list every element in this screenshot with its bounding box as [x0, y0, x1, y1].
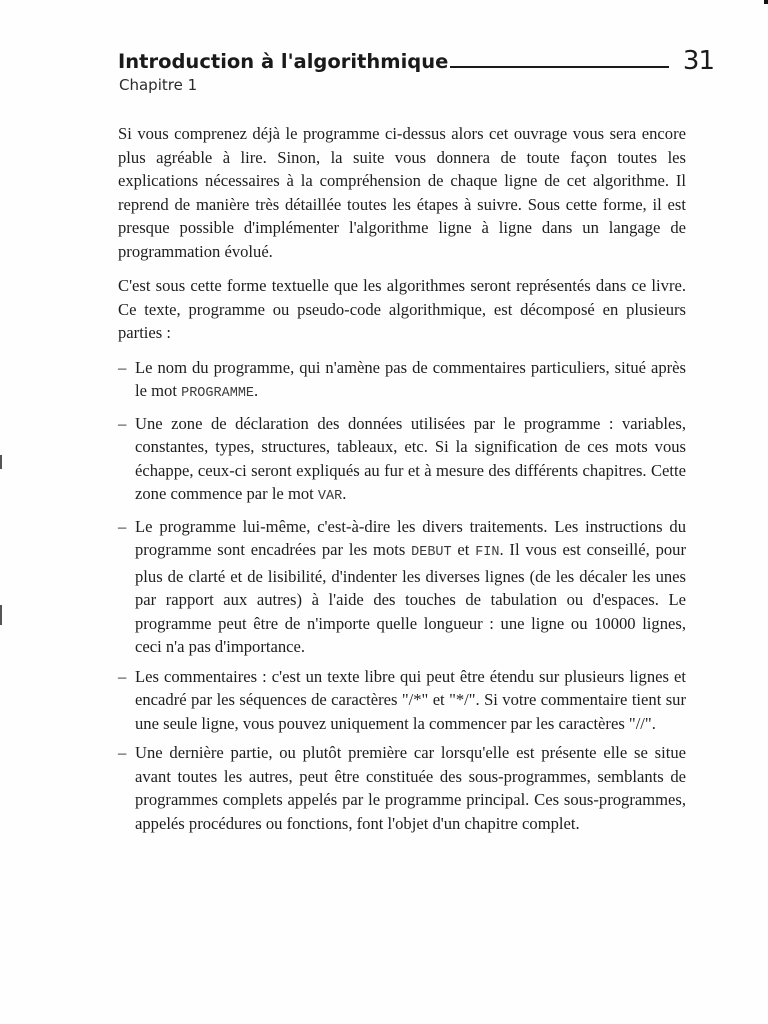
- scan-edge-mark: [764, 0, 768, 4]
- list-item-text: et: [457, 540, 470, 559]
- scan-edge-mark: [0, 605, 2, 625]
- keyword-fin: FIN: [475, 545, 500, 560]
- list-item-end: .: [254, 381, 259, 400]
- list-item-text: . Il vous est conseillé, pour plus de clarté et de lisibilité, d'indenter les diverses lignes (de les décaler les unes par rapport aux autres) à l'aide des touches de tabulation ou d'espaces. Le programme peut être de n'importe quelle longueur : une ligne ou 10000 lignes, ceci n'a pas d'importance.: [135, 540, 686, 656]
- paragraph-2: C'est sous cette forme textuelle que les algorithmes seront représentés dans ce livre. Ce texte, programme ou pseudo-code algorithmique, est décomposé en plusieurs parties :: [118, 276, 686, 342]
- list-item-text: Le nom du programme, qui n'amène pas de commentaires particuliers, situé après le mot: [135, 357, 686, 400]
- list-item-subprograms: – Une dernière partie, ou plutôt première car lorsqu'elle est présente elle se situe avant toutes les autres, peut être constituée des sous-programmes, semblants de programmes complets appelés par le programme principal. Ces sous-programmes, appelés procédures ou fonctions, font l'objet d'un chapitre complet.: [118, 741, 686, 835]
- header-rule: [450, 66, 669, 68]
- list-item-program-body: [118, 515, 686, 659]
- chapter-label: Chapitre 1: [119, 76, 198, 94]
- paragraph-1: Si vous comprenez déjà le programme ci-dessus alors cet ouvrage vous sera encore plus agréable à lire. Sinon, la suite vous donnera de toute façon toutes les explications nécessaires à la compréhension de chaque ligne de cet algorithme. Il reprend de manière très détaillée toutes les étapes à suivre. Sous cette forme, il est presque possible d'implémenter l'algorithme ligne à ligne dans un langage de programmation évolué.: [118, 124, 686, 261]
- list-item-text: Une zone de déclaration des données utilisées par le programme : variables, constantes, types, structures, tableaux, etc. Si la signification de ces mots vous échappe, ceux-ci seront expliqués au fur et à mesure des différents chapitres. Cette zone commence par le mot: [135, 413, 686, 503]
- page-number: 31: [682, 46, 714, 76]
- list-item-comments: – Les commentaires : c'est un texte libre qui peut être étendu sur plusieurs lignes et encadré par les séquences de caractères "/*" et "*/". Si votre commentaire tient sur une seule ligne, vous pouvez uniquement la commencer par les caractères "//".: [118, 665, 686, 736]
- list-item-program-name: [118, 356, 686, 406]
- parts-list: [118, 356, 686, 836]
- list-item-text: Le programme lui-même, c'est-à-dire les divers traitements. Les instructions du programme sont encadrées par les mots: [135, 516, 686, 559]
- header-title: Introduction à l'algorithmique: [118, 49, 449, 73]
- list-item-end: .: [342, 484, 347, 503]
- running-header: [118, 40, 714, 74]
- list-item-declarations: [118, 412, 686, 509]
- scan-edge-mark: [0, 455, 2, 469]
- keyword-programme: PROGRAMME: [181, 386, 255, 401]
- keyword-debut: DEBUT: [411, 545, 452, 560]
- keyword-var: VAR: [317, 489, 343, 504]
- page-body: [118, 122, 686, 841]
